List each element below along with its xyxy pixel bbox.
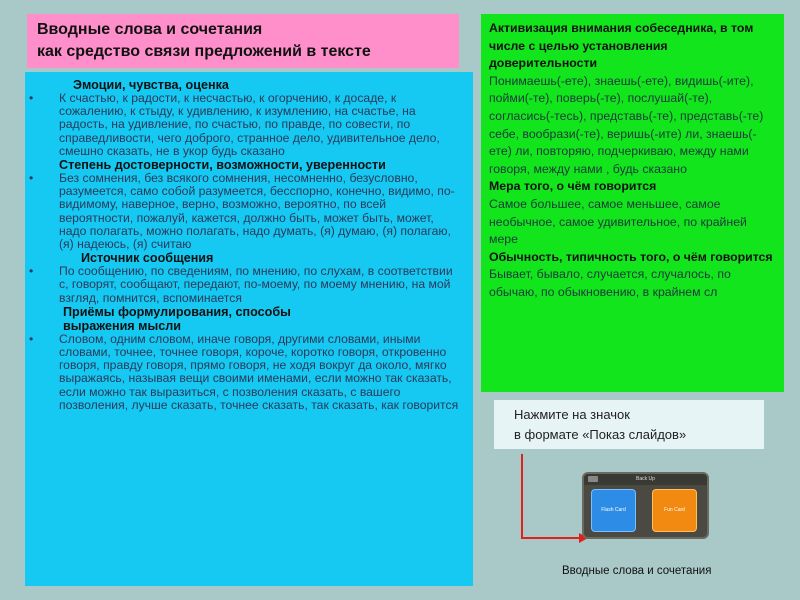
right-text-attention: Понимаешь(-ете), знаешь(-ете), видишь(-ите), пойми(-те), поверь(-те), послушай(-те), согласись(-тесь), представь(-те), представь(-те) себе, вообрази(-те), веришь(-ите) ли, знаешь(- ете) ли, повторяю, подчеркиваю, между нами говоря, между нами , будь сказано: [489, 73, 764, 176]
bullet-icon: •: [29, 331, 34, 346]
bullet-icon: •: [29, 264, 34, 279]
hint-line-2: в формате «Показ слайдов»: [514, 427, 687, 442]
app-thumbnail-icon[interactable]: [582, 472, 709, 539]
bullet-icon: •: [29, 171, 34, 186]
section-heading-emotions: Эмоции, чувства, оценка: [73, 78, 229, 92]
right-heading-measure: Мера того, о чём говорится: [489, 179, 657, 194]
section-heading-source: Источник сообщения: [81, 251, 214, 266]
slide-title: [27, 14, 459, 68]
section-heading-certainty: Степень достоверности, возможности, уверенности: [59, 158, 386, 173]
app-thumbnail-header: Back Up: [584, 474, 707, 485]
right-panel: [481, 14, 784, 392]
right-heading-typicality: Обычность, типичность того, о чём говорится: [489, 249, 773, 264]
section-text-source: • По сообщению, по сведениям, по мнению, по слухам, в соответствии с, говорят, сообщают, передают, по-моему, по моему мнению, на мой взгляд, помнится, вспоминается: [29, 264, 453, 305]
section-heading-formulation: Приёмы формулирования, способы выражения мысли: [63, 304, 291, 333]
red-arrow-icon: [521, 454, 523, 539]
hint-line-1: Нажмите на значок: [514, 407, 630, 422]
section-text-emotions: • К счастью, к радости, к несчастью, к огорчению, к досаде, к сожалению, к стыду, к удивлению, к изумлению, на счастье, на радость, на удивление, по счастью, по правде, по совести, по справедливости, чего доброго, странное дело, удивительное дело, смешно сказать, не в укор будь сказано: [29, 91, 440, 158]
fun-card-button[interactable]: Fun Card: [652, 489, 697, 532]
section-text-certainty: • Без сомнения, без всякого сомнения, несомненно, безусловно, разумеется, само собой разумеется, бесспорно, конечно, видимо, по-видимому, наверное, верно, возможно, вероятно, по всей вероятности, пожалуй, кажется, должно быть, может быть, может, надо полагать, можно полагать, надо думать, (я) думаю, (я) полагаю, (я) надеюсь, (я) считаю: [29, 171, 455, 252]
right-text-measure: Самое большее, самое меньшее, самое необычное, самое удивительное, по крайней мере: [489, 196, 747, 247]
left-panel: [25, 72, 473, 586]
title-line-2: как средство связи предложений в тексте: [37, 43, 371, 60]
red-arrow-shaft: [521, 537, 581, 539]
thumbnail-caption: Вводные слова и сочетания: [562, 565, 712, 577]
slideshow-hint: [494, 400, 764, 449]
bullet-icon: •: [29, 91, 34, 105]
flash-card-button[interactable]: Flash Card: [591, 489, 636, 532]
title-line-1: Вводные слова и сочетания: [37, 21, 263, 38]
back-button[interactable]: [588, 476, 598, 482]
right-heading-attention: Активизация внимания собеседника, в том числе с целью установления доверительности: [489, 21, 754, 71]
right-text-typicality: Бывает, бывало, случается, случалось, по обычаю, по обыкновению, в крайнем сл: [489, 267, 731, 299]
section-text-formulation: • Словом, одним словом, иначе говоря, другими словами, иными словами, точнее, точнее говоря, короче, коротко говоря, откровенно говоря, правду говоря, прямо говоря, не ходя вокруг да около, мягко выражаясь, называя вещи своими именами, если можно так сказать, если можно так выразиться, с позволения сказать, с вашего позволения, лучше сказать, точнее сказать, так сказать, как говорится: [29, 331, 459, 412]
